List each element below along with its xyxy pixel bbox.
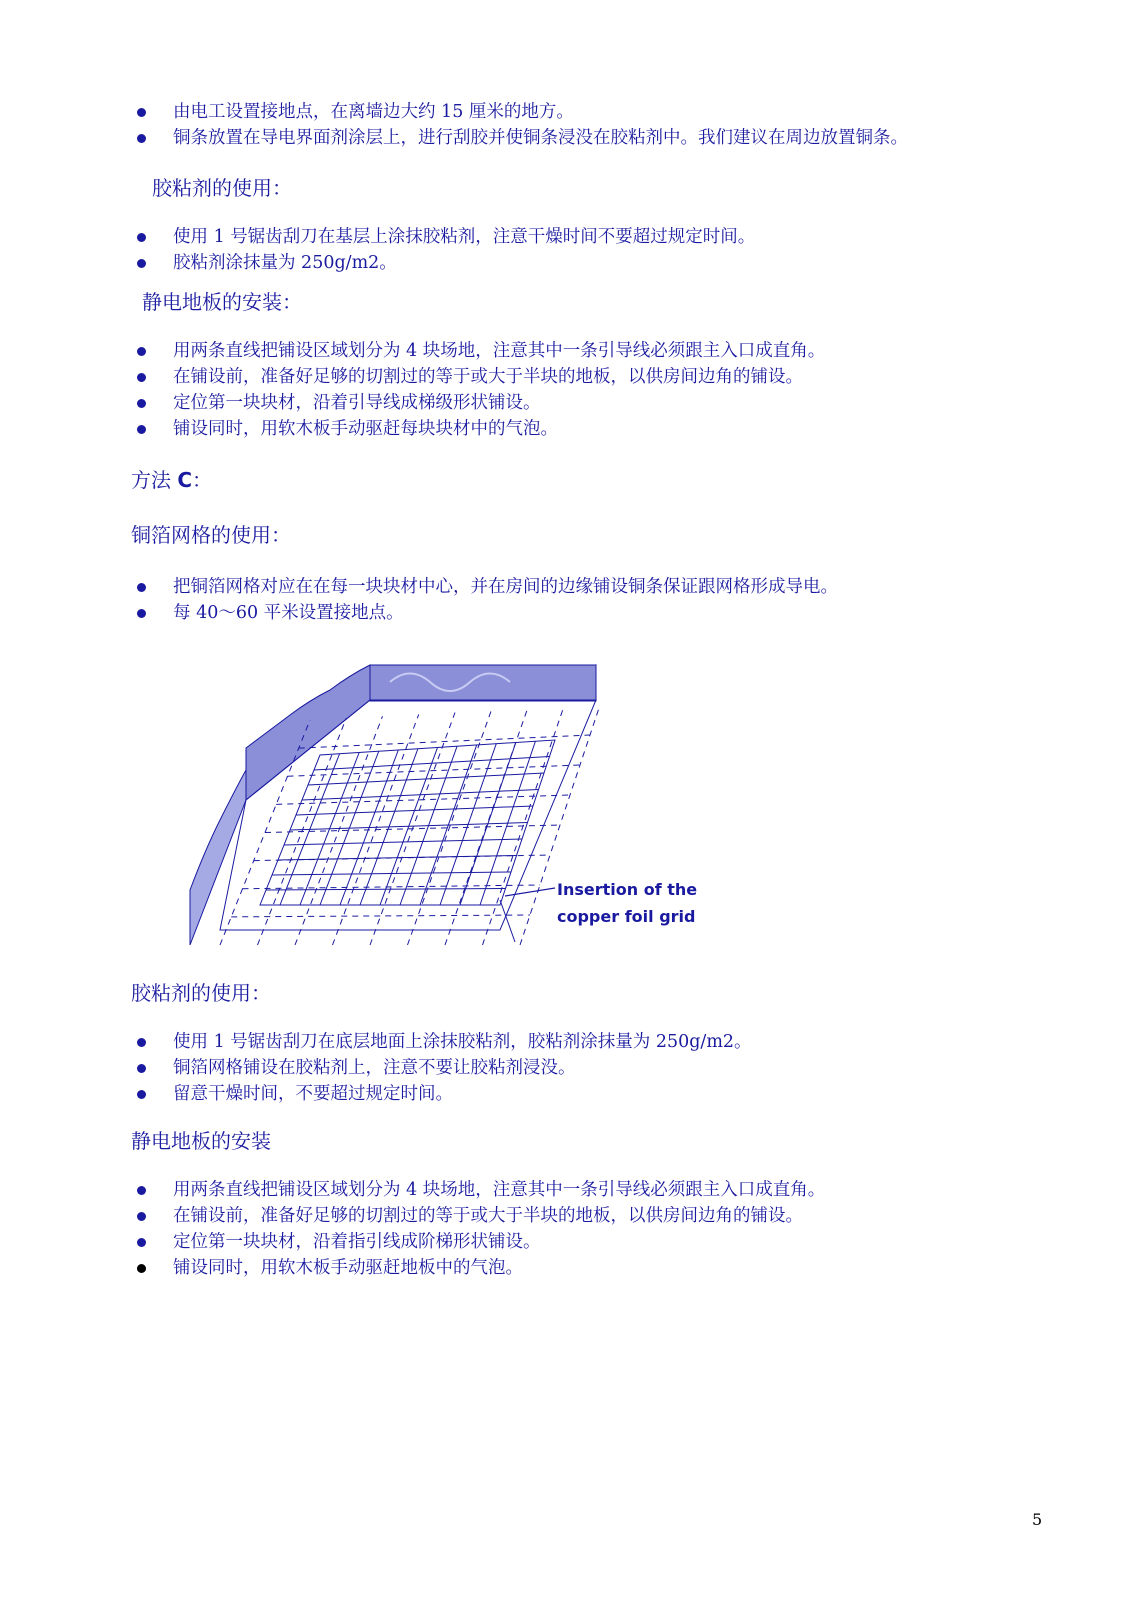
copper-foil-grid-illustration [160,660,996,970]
bullet-icon [137,1186,146,1195]
left-wall-side [190,770,246,945]
bullet-icon [137,373,146,382]
section-heading-adhesive-2: 胶粘剂的使用： [131,981,271,1005]
bullet-icon [137,1064,146,1073]
grid-line [308,773,544,785]
grid-line [284,839,522,845]
page-number: 5 [1032,1510,1043,1529]
list-item: 用两条直线把铺设区域划分为 4 块场地，注意其中一条引导线必须跟主入口成直角。 [0,338,1131,364]
callout-label-line1: Insertion of the [557,880,698,899]
left-wall-top [246,665,370,800]
list-item: 由电工设置接地点，在离墙边大约 15 厘米的地方。 [0,99,1131,125]
list-item: 定位第一块块材，沿着引导线成梯级形状铺设。 [0,390,1131,416]
list-item: 在铺设前，准备好足够的切割过的等于或大于半块的地板，以供房间边角的铺设。 [0,364,1131,390]
floor-install-step-list-2 [0,1177,1131,1281]
bullet-icon [137,1038,146,1047]
list-item: 使用 1 号锯齿刮刀在基层上涂抹胶粘剂，注意干燥时间不要超过规定时间。 [0,224,1131,250]
section-heading-copper-grid: 铜箔网格的使用： [131,523,291,547]
bullet-icon [137,259,146,268]
list-item: 每 40～60 平米设置接地点。 [0,600,1131,626]
list-item: 铺设同时，用软木板手动驱赶地板中的气泡。 [0,1255,1131,1281]
grid-line [296,806,533,815]
list-item: 胶粘剂涂抹量为 250g/m2。 [0,250,1131,276]
section-heading-adhesive: 胶粘剂的使用： [152,176,292,200]
list-item: 留意干燥时间，不要超过规定时间。 [0,1081,1131,1107]
bullet-icon [137,108,146,117]
tile-guide-line [276,795,570,804]
bullet-icon [137,1090,146,1099]
copper-grid [260,740,555,905]
copper-grid-step-list [0,574,1131,626]
callout-leader [500,900,515,942]
list-item: 把铜箔网格对应在在每一块块材中心，并在房间的边缘铺设铜条保证跟网格形成导电。 [0,574,1131,600]
grid-line [302,790,539,801]
bullet-icon [137,583,146,592]
list-item: 定位第一块块材，沿着指引线成阶梯形状铺设。 [0,1229,1131,1255]
tile-guide-line [231,915,530,917]
bullet-icon [137,1238,146,1247]
bullet-icon [137,609,146,618]
install-step-list-1 [0,99,1131,151]
list-item: 在铺设前，准备好足够的切割过的等于或大于半块的地板，以供房间边角的铺设。 [0,1203,1131,1229]
bullet-icon [137,134,146,143]
floor-install-step-list [0,338,1131,442]
tile-guide-line [295,716,383,945]
list-item: 铜条放置在导电界面剂涂层上，进行刮胶并使铜条浸没在胶粘剂中。我们建议在周边放置铜条。 [0,125,1131,151]
adhesive-step-list [0,224,1131,276]
grid-line [314,757,550,771]
bullet-icon [137,399,146,408]
bullet-icon [137,347,146,356]
list-item: 铜箔网格铺设在胶粘剂上，注意不要让胶粘剂浸没。 [0,1055,1131,1081]
callout-arrow [505,888,555,896]
section-heading-floor-install-2: 静电地板的安装 [131,1129,271,1153]
list-item: 使用 1 号锯齿刮刀在底层地面上涂抹胶粘剂，胶粘剂涂抹量为 250g/m2。 [0,1029,1131,1055]
bullet-icon [137,233,146,242]
list-item: 铺设同时，用软木板手动驱赶每块块材中的气泡。 [0,416,1131,442]
method-c-heading: 方法 C： [131,468,213,492]
bullet-icon [137,1212,146,1221]
bullet-icon [137,1264,146,1273]
grid-lines [266,741,550,905]
tile-guide-line [299,735,590,748]
copper-foil-grid-figure [160,660,996,970]
section-heading-floor-install: 静电地板的安装： [142,290,302,314]
back-wall-face [370,665,596,701]
callout-label-line2: copper foil grid [557,907,696,926]
tile-guide-line [408,711,492,945]
list-item: 用两条直线把铺设区域划分为 4 块场地，注意其中一条引导线必须跟主入口成直角。 [0,1177,1131,1203]
bullet-icon [137,425,146,434]
adhesive-step-list-2 [0,1029,1131,1107]
